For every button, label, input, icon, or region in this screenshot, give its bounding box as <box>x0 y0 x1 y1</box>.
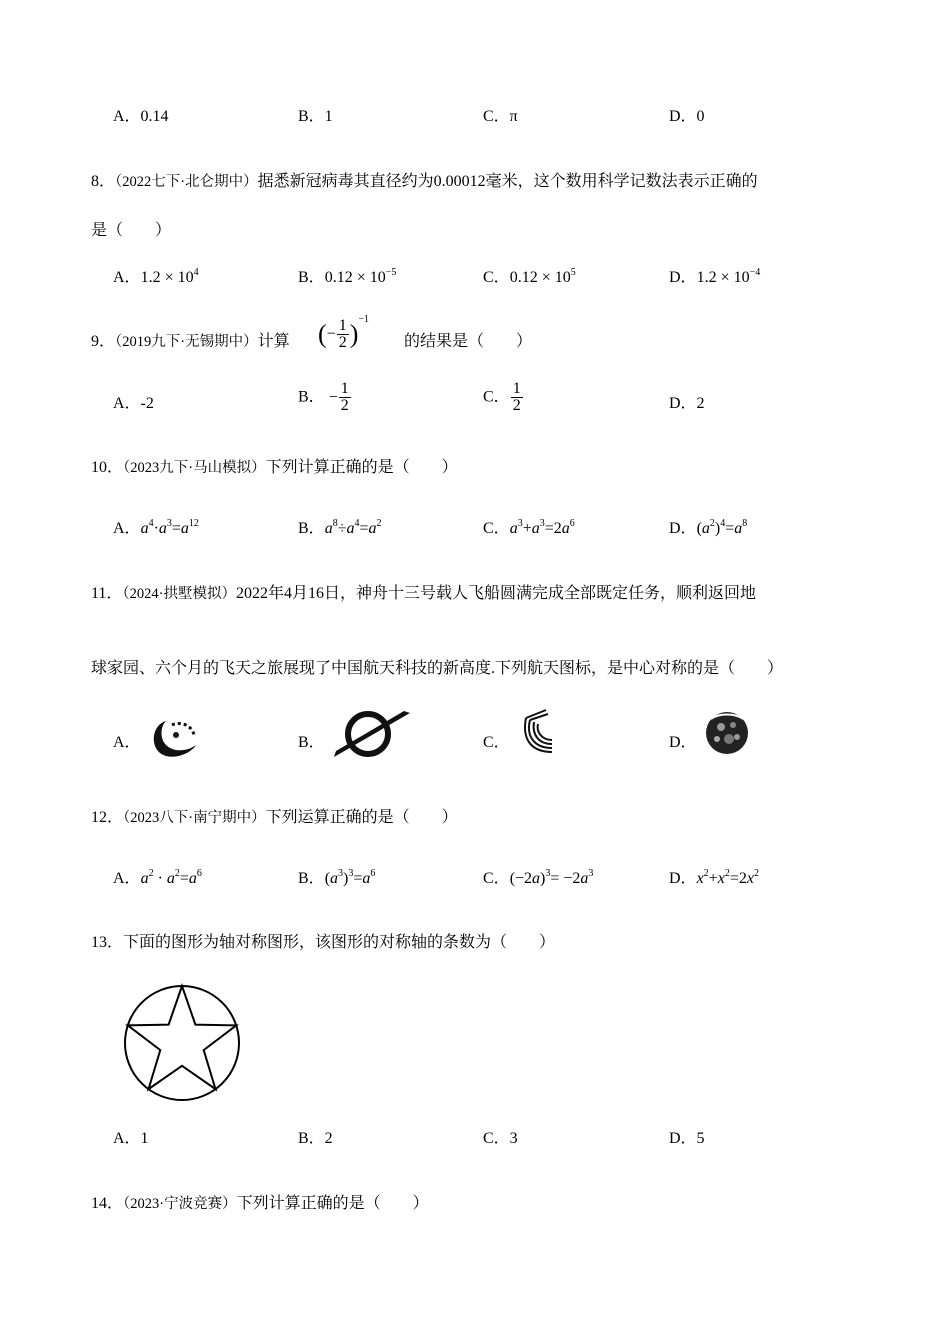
q10-option-b: B．$a^8\div a^4=a^2$ <box>298 518 382 537</box>
q11-source: （2024·拱墅模拟） <box>122 586 236 602</box>
q10-stem: 10．（2023九下·马山模拟）下列计算正确的是（ ） <box>91 459 458 476</box>
q9-stem-tail: 的结果是（ ） <box>404 333 533 350</box>
arc-lines-logo-icon <box>516 708 556 756</box>
q9-option-c: C． $\frac{1}{2}$ <box>483 380 521 414</box>
globe-logo-icon <box>703 709 751 757</box>
q11-option-c: C． <box>483 734 510 751</box>
q12-option-d: D．$x^2+x^2=2x^2$ <box>669 868 759 887</box>
q8-number: 8． <box>91 173 116 190</box>
q10-source: （2023九下·马山模拟） <box>123 460 266 476</box>
q7-option-a: A．0.14 <box>113 108 169 125</box>
q11-stem-line1: 11．（2024·拱墅模拟）2022年4月16日，神舟十三号载人飞船圆满完成全部既定任务，顺利返回地 <box>91 585 757 602</box>
q12-option-c: C．$(-2a)^3= -2a^3$ <box>483 868 594 887</box>
q13-option-d: D．5 <box>669 1130 705 1147</box>
q12-source: （2023八下·南宁期中） <box>123 810 266 826</box>
q8-option-a: A．$1.2 \times 10^4$ <box>113 267 199 286</box>
ringed-planet-logo-icon <box>330 707 412 761</box>
q9-expression: (− $\frac{1}{2}$ )$^{-1}$ <box>318 314 370 351</box>
q8-text: 据悉新冠病毒其直径约为0.00012毫米，这个数用科学记数法表示正确的 <box>257 173 758 190</box>
q7-option-b: B．1 <box>298 108 333 125</box>
q13-stem: 13．下面的图形为轴对称图形，该图形的对称轴的条数为（ ） <box>91 934 556 951</box>
q9-option-b: B． − $\frac{1}{2}$ <box>298 380 349 414</box>
q9-option-d: D．2 <box>669 395 705 412</box>
q11-option-b: B． <box>298 734 325 751</box>
q12-option-b: B．$(a^3)^3=a^6$ <box>298 868 376 887</box>
q13-option-a: A．1 <box>113 1130 149 1147</box>
q11-stem-line2: 球家园、六个月的飞天之旅展现了中国航天科技的新高度.下列航天图标，是中心对称的是（ ） <box>91 660 784 677</box>
q13-option-c: C．3 <box>483 1130 518 1147</box>
q8-source: （2022七下·北仑期中） <box>115 174 258 190</box>
q8-stem-line1 <box>91 172 758 192</box>
star-in-circle-figure <box>122 983 242 1103</box>
q11-option-d: D． <box>669 734 697 751</box>
q8-option-d: D．$1.2 \times 10^{-4}$ <box>669 267 761 286</box>
q12-stem: 12．（2023八下·南宁期中）下列运算正确的是（ ） <box>91 809 458 826</box>
q8-stem-line2: 是（ ） <box>91 222 172 239</box>
q9-option-a: A．-2 <box>113 395 154 412</box>
q8-option-c: C．$0.12 \times 10^5$ <box>483 267 576 286</box>
q10-option-a: A．$a^4\cdot a^3=a^{12}$ <box>113 518 199 537</box>
q12-option-a: A．$a^2 \cdot a^2=a^6$ <box>113 868 202 887</box>
q7-option-c: C．π <box>483 108 518 125</box>
q11-option-a: A． <box>113 734 141 751</box>
q9-stem: 9．（2019九下·无锡期中）计算 <box>91 333 290 350</box>
q8-option-b: B．$0.12 \times 10^{-5}$ <box>298 267 397 286</box>
q13-option-b: B．2 <box>298 1130 333 1147</box>
crescent-logo-icon <box>146 715 202 761</box>
q9-source: （2019九下·无锡期中） <box>115 334 258 350</box>
q10-option-d: D．$(a^2)^4=a^8$ <box>669 518 748 537</box>
q14-stem: 14．（2023·宁波竞赛）下列计算正确的是（ ） <box>91 1195 429 1212</box>
q10-option-c: C．$a^3+a^3=2a^6$ <box>483 518 575 537</box>
q14-source: （2023·宁波竞赛） <box>123 1196 237 1212</box>
q7-option-d: D．0 <box>669 108 705 125</box>
